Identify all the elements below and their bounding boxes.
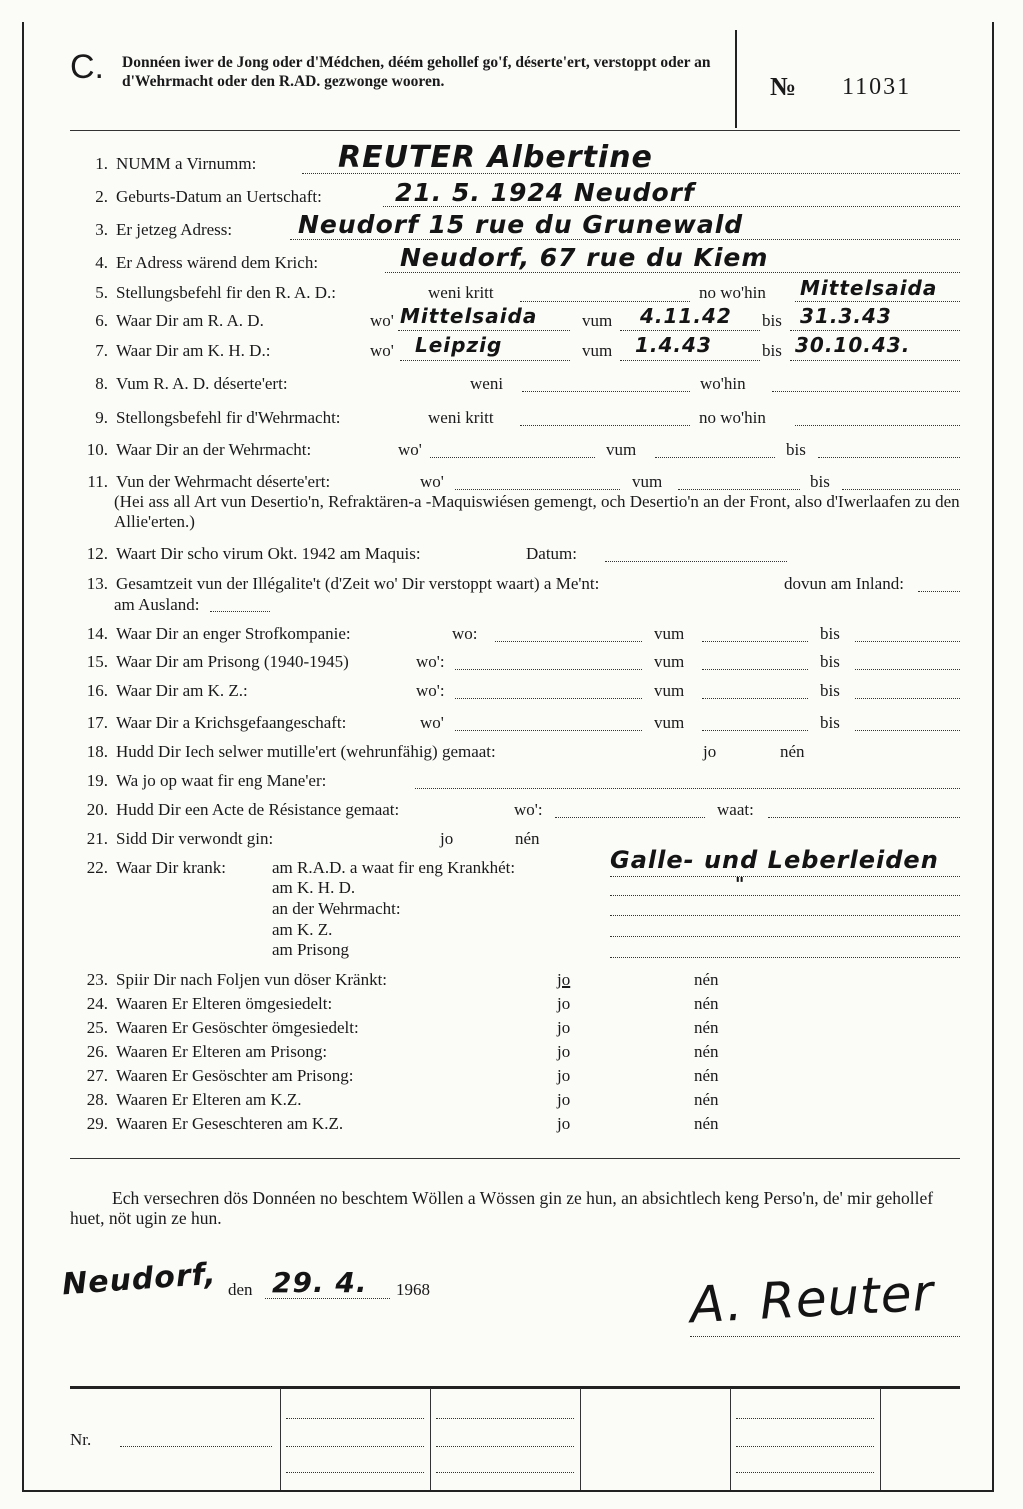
header-divider <box>735 30 737 128</box>
table-divider <box>280 1388 281 1490</box>
answer-ditto: " <box>735 874 746 895</box>
field-label: Waar Dir am K. Z.: <box>116 681 248 700</box>
field-number: 11. <box>87 472 108 491</box>
answer-line[interactable] <box>455 669 642 670</box>
field-label: Waaren Er Gesöschter am Prisong: <box>116 1066 354 1085</box>
answer-name: REUTER Albertine <box>338 140 653 175</box>
field-label: Gesamtzeit vun der Illégalite't (d'Zeit wo' Dir verstoppt waart) a Me'nt: <box>116 574 600 593</box>
field-label: Waar Dir krank: <box>116 858 227 877</box>
answer-address: Neudorf 15 rue du Grunewald <box>298 210 744 239</box>
no-option[interactable]: nén <box>694 1090 719 1109</box>
answer-line[interactable] <box>610 936 960 937</box>
answer-line[interactable] <box>842 489 960 490</box>
answer-line[interactable] <box>620 330 760 331</box>
field-13 <box>70 574 599 594</box>
field-23 <box>70 970 387 990</box>
sub-label: vum <box>582 311 613 330</box>
answer-line[interactable] <box>610 915 960 916</box>
field-number: 19. <box>86 771 108 790</box>
den-label: den <box>228 1280 253 1299</box>
answer-line[interactable] <box>605 561 787 562</box>
number-label: № <box>770 72 797 101</box>
answer-khd-from: 1.4.43 <box>635 333 712 357</box>
field-9 <box>70 408 341 428</box>
answer-war-address: Neudorf, 67 rue du Kiem <box>400 243 769 272</box>
sub-label: weni <box>470 374 504 393</box>
field-8 <box>70 374 288 394</box>
sub-label: am Prisong <box>272 940 349 959</box>
answer-line[interactable] <box>210 611 270 612</box>
nr-line[interactable] <box>120 1446 272 1447</box>
field-label: Hudd Dir een Acte de Résistance gemaat: <box>116 800 400 819</box>
field-label: Waar Dir a Krichsgefaangeschaft: <box>116 713 347 732</box>
section-letter: C. <box>70 48 104 86</box>
field-number: 22. <box>86 858 108 877</box>
answer-line[interactable] <box>610 876 960 877</box>
answer-line[interactable] <box>790 360 960 361</box>
field-label: Stellungsbefehl fir den R. A. D.: <box>116 283 337 302</box>
answer-line[interactable] <box>795 301 960 302</box>
sub-label: weni kritt <box>428 408 494 427</box>
field-number: 24. <box>86 994 108 1013</box>
field-number: 2. <box>95 187 108 206</box>
table-cell-line[interactable] <box>436 1418 574 1419</box>
yes-option-marked[interactable]: jo <box>557 970 571 989</box>
field-label: Wa jo op waat fir eng Mane'er: <box>116 771 327 790</box>
answer-line[interactable] <box>702 669 808 670</box>
field-label: Stellongsbefehl fir d'Wehrmacht: <box>116 408 341 427</box>
field-label: Waaren Er Gesöschter ömgesiedelt: <box>116 1018 359 1037</box>
sub-label: no wo'hin <box>699 408 766 427</box>
answer-line[interactable] <box>398 330 570 331</box>
desertion-note: (Hei ass all Art vun Desertio'n, Refraktären-a -Maquiswiésen gemengt, och Desertio'n an der Front, also d'Iwerlaafen zu den Allie'erten.) <box>114 492 960 531</box>
sub-label: bis <box>762 341 782 360</box>
sub-label: vum <box>632 472 663 491</box>
table-cell-line[interactable] <box>436 1472 574 1473</box>
sub-label: am K. H. D. <box>272 878 356 897</box>
field-label: Spiir Dir nach Foljen vun döser Kränkt: <box>116 970 388 989</box>
field-25 <box>70 1018 359 1038</box>
form-title: Donnéen iwer de Jong oder d'Médchen, déém gehollef go'f, déserte'ert, verstoppt oder an d'Wehrmacht oder den R.AD. gezwonge wooren. <box>122 54 711 90</box>
sub-label: wo' <box>398 440 422 459</box>
sub-label: bis <box>820 713 840 732</box>
no-option[interactable]: nén <box>694 994 719 1013</box>
sub-label: bis <box>786 440 806 459</box>
yes-option[interactable]: jo <box>557 994 571 1013</box>
field-27 <box>70 1066 354 1086</box>
answer-khd-to: 30.10.43. <box>795 333 911 357</box>
field-15 <box>70 652 349 672</box>
field-number: 21. <box>86 829 108 848</box>
answer-line[interactable] <box>455 698 642 699</box>
field-number: 25. <box>86 1018 108 1037</box>
sub-label: vum <box>654 624 685 643</box>
yes-option[interactable]: jo <box>557 1066 571 1085</box>
field-number: 8. <box>95 374 108 393</box>
sub-label: wo' <box>370 311 394 330</box>
sub-label: bis <box>820 652 840 671</box>
answer-line[interactable] <box>855 669 960 670</box>
sub-label: am Ausland: <box>114 595 200 614</box>
answer-line[interactable] <box>520 301 690 302</box>
sub-label: wo'hin <box>700 374 746 393</box>
field-label: Er jetzeg Adress: <box>116 220 233 239</box>
table-divider <box>880 1388 881 1490</box>
field-label: Waar Dir am K. H. D.: <box>116 341 271 360</box>
answer-line[interactable] <box>610 895 960 896</box>
answer-line[interactable] <box>702 698 808 699</box>
no-option[interactable]: nén <box>694 1018 719 1037</box>
yes-option[interactable]: jo <box>703 742 717 761</box>
sub-label: Datum: <box>526 544 577 563</box>
field-number: 13. <box>86 574 108 593</box>
sub-label: am R.A.D. a waat fir eng Krankhét: <box>272 858 516 877</box>
answer-line[interactable] <box>430 457 595 458</box>
field-label: Waaren Er Elteren am Prisong: <box>116 1042 328 1061</box>
yes-option[interactable]: jo <box>440 829 454 848</box>
field-10 <box>70 440 311 460</box>
field-number: 10. <box>86 440 108 459</box>
answer-rad-from: 4.11.42 <box>640 304 732 328</box>
field-label: NUMM a Virnumm: <box>116 154 257 173</box>
section-rule <box>70 1158 960 1159</box>
no-option[interactable]: nén <box>694 1066 719 1085</box>
answer-birth: 21. 5. 1924 Neudorf <box>395 178 695 207</box>
form-number: 11031 <box>842 74 912 100</box>
answer-line[interactable] <box>455 730 642 731</box>
no-option[interactable]: nén <box>694 970 719 989</box>
sub-label: vum <box>654 713 685 732</box>
field-number: 9. <box>95 408 108 427</box>
sub-label: wo': <box>416 681 445 700</box>
sub-label: an der Wehrmacht: <box>272 899 401 918</box>
sub-label: weni kritt <box>428 283 494 302</box>
table-cell-line[interactable] <box>736 1418 874 1419</box>
sub-label: no wo'hin <box>699 283 766 302</box>
sub-label: wo': <box>514 800 543 819</box>
answer-line[interactable] <box>400 360 570 361</box>
field-number: 4. <box>95 253 108 272</box>
table-divider <box>430 1388 431 1490</box>
signature-year: 1968 <box>396 1280 430 1299</box>
field-label: Geburts-Datum an Uertschaft: <box>116 187 322 206</box>
sub-label: am K. Z. <box>272 920 333 939</box>
answer-line[interactable] <box>495 641 642 642</box>
table-cell-line[interactable] <box>286 1472 424 1473</box>
field-5 <box>70 283 336 303</box>
field-2 <box>70 187 322 207</box>
field-label: Waar Dir an enger Strofkompanie: <box>116 624 351 643</box>
yes-option[interactable]: jo <box>557 1090 571 1109</box>
no-option[interactable]: nén <box>694 1114 719 1133</box>
answer-rad-to: 31.3.43 <box>800 304 892 328</box>
field-7 <box>70 341 270 361</box>
table-cell-line[interactable] <box>286 1418 424 1419</box>
no-option[interactable]: nén <box>515 829 540 848</box>
answer-line[interactable] <box>772 391 960 392</box>
answer-line[interactable] <box>620 360 760 361</box>
field-number: 23. <box>86 970 108 989</box>
signature-place: Neudorf, <box>60 1256 218 1303</box>
field-20 <box>70 800 399 820</box>
sub-label: wo' <box>420 713 444 732</box>
answer-illness: Galle- und Leberleiden <box>610 846 939 874</box>
table-cell-line[interactable] <box>736 1446 874 1447</box>
answer-line[interactable] <box>610 957 960 958</box>
answer-line[interactable] <box>455 489 620 490</box>
field-number: 1. <box>95 154 108 173</box>
table-cell-line[interactable] <box>286 1446 424 1447</box>
table-cell-line[interactable] <box>736 1472 874 1473</box>
field-label: Vun der Wehrmacht déserte'ert: <box>116 472 331 491</box>
answer-line[interactable] <box>702 730 808 731</box>
field-19 <box>70 771 326 791</box>
answer-line[interactable] <box>918 591 960 592</box>
answer-line[interactable] <box>678 489 800 490</box>
answer-rad-where: Mittelsaida <box>400 304 538 328</box>
field-28 <box>70 1090 302 1110</box>
field-label: Er Adress wärend dem Krich: <box>116 253 319 272</box>
field-number: 15. <box>86 652 108 671</box>
yes-option[interactable]: jo <box>557 1018 571 1037</box>
answer-line[interactable] <box>522 391 690 392</box>
field-number: 16. <box>86 681 108 700</box>
yes-option[interactable]: jo <box>557 1114 571 1133</box>
sub-label: wo' <box>420 472 444 491</box>
sub-label: vum <box>654 681 685 700</box>
answer-line[interactable] <box>290 239 960 240</box>
field-number: 5. <box>95 283 108 302</box>
field-label: Hudd Dir Iech selwer mutille'ert (wehrunfähig) gemaat: <box>116 742 496 761</box>
answer-line[interactable] <box>655 457 775 458</box>
signature-line[interactable] <box>690 1336 960 1337</box>
field-12 <box>70 544 421 564</box>
field-number: 17. <box>86 713 108 732</box>
signature: A. Reuter <box>688 1263 936 1335</box>
field-16 <box>70 681 248 701</box>
field-label: Waart Dir scho virum Okt. 1942 am Maquis: <box>116 544 421 563</box>
field-18 <box>70 742 496 762</box>
answer-line[interactable] <box>415 788 960 789</box>
sub-label: bis <box>810 472 830 491</box>
field-label: Sidd Dir verwondt gin: <box>116 829 274 848</box>
field-number: 6. <box>95 311 108 330</box>
sub-label: bis <box>762 311 782 330</box>
signature-date: 29. 4. <box>272 1266 368 1299</box>
field-number: 7. <box>95 341 108 360</box>
field-number: 18. <box>86 742 108 761</box>
answer-line[interactable] <box>855 730 960 731</box>
sub-label: waat: <box>717 800 754 819</box>
field-label: Waar Dir am R. A. D. <box>116 311 264 330</box>
sub-label: vum <box>606 440 637 459</box>
field-14 <box>70 624 351 644</box>
field-21 <box>70 829 273 849</box>
field-1 <box>70 154 256 174</box>
field-number: 28. <box>86 1090 108 1109</box>
table-cell-line[interactable] <box>436 1446 574 1447</box>
field-24 <box>70 994 332 1014</box>
yes-option[interactable]: jo <box>557 1042 571 1061</box>
answer-line[interactable] <box>768 817 960 818</box>
field-17 <box>70 713 346 733</box>
nr-label: Nr. <box>70 1430 92 1449</box>
sub-label: bis <box>820 624 840 643</box>
header-rule <box>70 130 960 131</box>
field-label: Waaren Er Elteren ömgesiedelt: <box>116 994 333 1013</box>
sub-label: vum <box>582 341 613 360</box>
answer-line[interactable] <box>385 272 960 273</box>
answer-khd-where: Leipzig <box>415 333 503 357</box>
office-use-table <box>70 1386 960 1493</box>
sub-label: wo' <box>370 341 394 360</box>
field-label: Vum R. A. D. déserte'ert: <box>116 374 288 393</box>
answer-line[interactable] <box>818 457 960 458</box>
field-label: Waar Dir an der Wehrmacht: <box>116 440 312 459</box>
field-label: Waaren Er Elteren am K.Z. <box>116 1090 302 1109</box>
field-number: 20. <box>86 800 108 819</box>
field-number: 27. <box>86 1066 108 1085</box>
answer-line[interactable] <box>520 425 690 426</box>
field-number: 29. <box>86 1114 108 1133</box>
field-22 <box>70 858 226 878</box>
table-divider <box>580 1388 581 1490</box>
answer-line[interactable] <box>855 698 960 699</box>
field-label: Waaren Er Geseschteren am K.Z. <box>116 1114 344 1133</box>
answer-line[interactable] <box>555 817 705 818</box>
field-number: 26. <box>86 1042 108 1061</box>
field-number: 3. <box>95 220 108 239</box>
field-6 <box>70 311 264 331</box>
field-4 <box>70 253 318 273</box>
answer-line[interactable] <box>795 425 960 426</box>
field-26 <box>70 1042 327 1062</box>
field-number: 12. <box>86 544 108 563</box>
no-option[interactable]: nén <box>780 742 805 761</box>
sub-label: vum <box>654 652 685 671</box>
field-29 <box>70 1114 343 1134</box>
answer-line[interactable] <box>855 641 960 642</box>
declaration-text: Ech versechren dös Donnéen no beschtem Wöllen a Wössen gin ze hun, an absichtlech keng Perso'n, de' mir gehollef huet, nöt ugin ze hun. <box>70 1188 934 1228</box>
sub-label: wo': <box>416 652 445 671</box>
sub-label: dovun am Inland: <box>784 574 904 593</box>
table-divider <box>730 1388 731 1490</box>
answer-line[interactable] <box>702 641 808 642</box>
sub-label: wo: <box>452 624 478 643</box>
sub-label: bis <box>820 681 840 700</box>
answer-rad-place: Mittelsaida <box>800 276 938 300</box>
field-label: Waar Dir am Prisong (1940-1945) <box>116 652 349 671</box>
field-number: 14. <box>86 624 108 643</box>
no-option[interactable]: nén <box>694 1042 719 1061</box>
field-3 <box>70 220 232 240</box>
field-11 <box>70 472 330 492</box>
answer-line[interactable] <box>790 330 960 331</box>
